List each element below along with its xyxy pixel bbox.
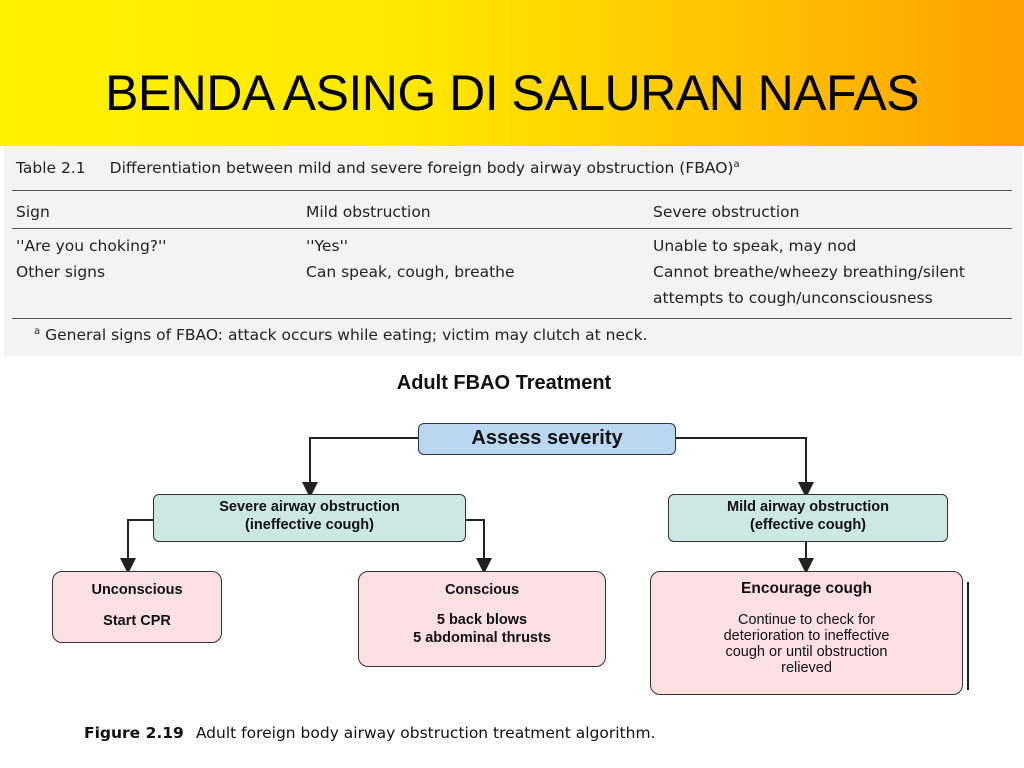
encourage-cough-line-3: cough or until obstruction [725, 644, 888, 660]
mild-obstruction-label: Mild airway obstruction [727, 499, 889, 515]
severe-obstruction-label: Severe airway obstruction [219, 499, 400, 515]
table-row-2-mild: Can speak, cough, breathe [306, 263, 515, 281]
table-row-2-severe: Cannot breathe/wheezy breathing/silent [653, 263, 965, 281]
figure-caption-text: Adult foreign body airway obstruction treatment algorithm. [195, 724, 656, 742]
table-rule-top [12, 190, 1012, 191]
encourage-cough-box [650, 571, 963, 695]
footnote-text: General signs of FBAO: attack occurs while eating; victim may clutch at neck. [45, 326, 648, 345]
assess-severity-box [418, 423, 676, 455]
flowchart-title: Adult FBAO Treatment [396, 372, 612, 394]
assess-severity-label: Assess severity [471, 427, 623, 449]
table-row-2-sign: Other signs [16, 263, 106, 281]
title-banner [0, 0, 1024, 146]
table-caption [16, 159, 740, 177]
header-severe: Severe obstruction [653, 203, 800, 221]
unconscious-action: Start CPR [103, 613, 171, 629]
table-row-1-mild: ''Yes'' [306, 237, 349, 255]
table-caption-sup: a [733, 159, 740, 170]
conscious-action-2: 5 abdominal thrusts [413, 630, 551, 646]
conscious-action-1: 5 back blows [436, 612, 528, 628]
table-label: Table 2.1 [16, 159, 86, 178]
encourage-cough-title: Encourage cough [741, 580, 872, 597]
unconscious-box [52, 571, 222, 643]
figure-label: Figure 2.19 [84, 724, 184, 742]
table-rule-header [12, 228, 1012, 229]
table-row-1-severe: Unable to speak, may nod [653, 237, 857, 255]
connector-assess-severe [310, 438, 418, 490]
table-footnote [34, 326, 647, 344]
footnote-sup: a [34, 326, 41, 337]
figure-caption [84, 724, 655, 742]
mild-obstruction-box [668, 494, 948, 542]
connector-assess-mild [676, 438, 806, 490]
encourage-cough-line-4: relieved [781, 660, 832, 676]
slide-title: BENDA ASING DI SALURAN NAFAS [104, 65, 920, 121]
connector-severe-unconscious [128, 520, 153, 566]
conscious-box [358, 571, 606, 667]
connector-severe-conscious [466, 520, 484, 566]
header-sign: Sign [16, 203, 50, 221]
unconscious-title: Unconscious [91, 582, 183, 598]
header-mild: Mild obstruction [306, 203, 431, 221]
encourage-cough-line-2: deterioration to ineffective [723, 628, 890, 644]
encourage-cough-line-1: Continue to check for [737, 612, 876, 628]
conscious-title: Conscious [444, 582, 520, 598]
table-row-2-severe-cont: attempts to cough/unconsciousness [653, 289, 933, 307]
table-row-1-sign: ''Are you choking?'' [16, 237, 167, 255]
table-caption-text: Differentiation between mild and severe foreign body airway obstruction (FBAO) [109, 159, 734, 178]
severe-obstruction-box [153, 494, 466, 542]
table-rule-bottom [12, 318, 1012, 319]
mild-obstruction-sub: (effective cough) [749, 517, 866, 533]
severe-obstruction-sub: (ineffective cough) [245, 517, 374, 533]
